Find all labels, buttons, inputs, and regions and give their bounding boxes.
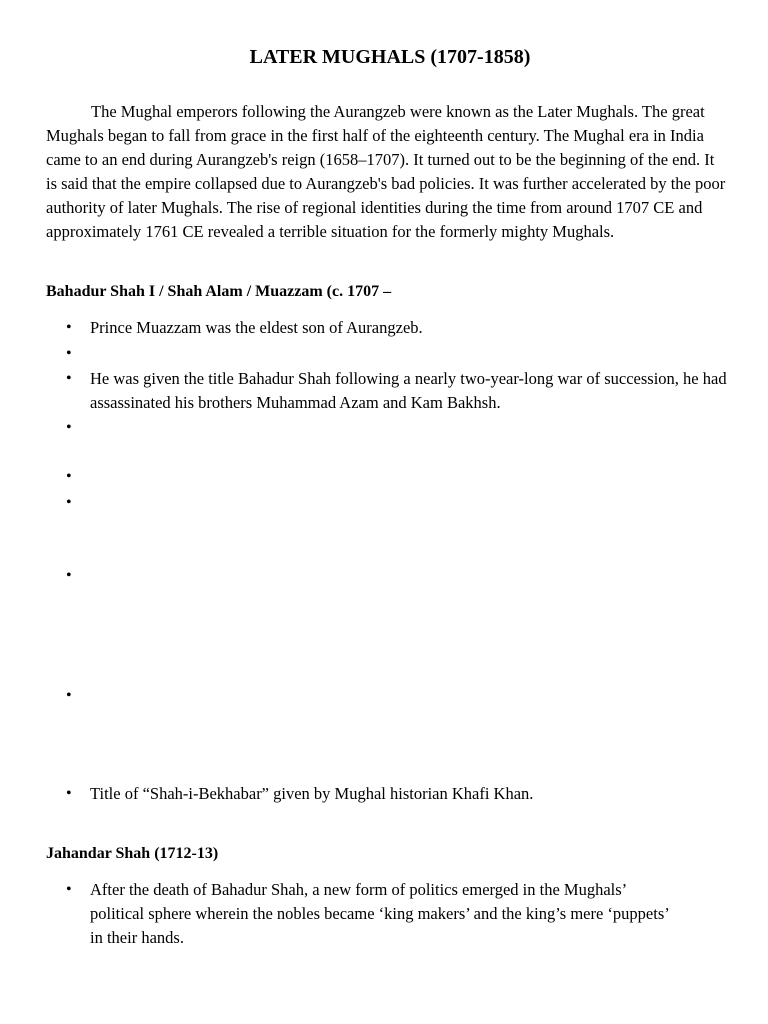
document-title: LATER MUGHALS (1707-1858): [249, 46, 531, 68]
bullet-icon: •: [66, 345, 72, 362]
list-item: [66, 367, 730, 415]
bullet-icon: •: [66, 319, 72, 336]
section-heading-jahandar-shah: Jahandar Shah (1712-13): [46, 845, 219, 862]
bullet-icon: •: [66, 494, 72, 511]
list-item: [66, 316, 730, 340]
bullet-icon: •: [66, 687, 72, 704]
list-item: [66, 878, 680, 950]
list-item-text: Title of “Shah-i-Bekhabar” given by Mughal historian Khafi Khan.: [90, 784, 534, 803]
intro-paragraph: The Mughal emperors following the Aurangzeb were known as the Later Mughals. The great Mughals began to fall from grace in the first half of the eighteenth century. The Mughal era in India came to an end during Aurangzeb's reign (1658–1707). It turned out to be the beginning of the end. It is said that the empire collapsed due to Aurangzeb's bad policies. It was further accelerated by the poor authority of later Mughals. The rise of regional identities during the time from around 1707 CE and approximately 1761 CE revealed a terrible situation for the formerly mighty Mughals.: [46, 102, 726, 242]
bullet-icon: •: [66, 785, 72, 802]
bullet-icon: •: [66, 567, 72, 584]
list-item-text: Prince Muazzam was the eldest son of Aurangzeb.: [90, 318, 423, 337]
bullet-icon: •: [66, 468, 72, 485]
list-item: [66, 782, 730, 806]
bullet-icon: •: [66, 419, 72, 436]
section-heading-bahadur-shah: Bahadur Shah I / Shah Alam / Muazzam (c. 1707 –: [46, 283, 392, 300]
bullet-icon: •: [66, 881, 72, 898]
list-item-text: After the death of Bahadur Shah, a new form of politics emerged in the Mughals’ political sphere wherein the nobles became ‘king makers’ and the king’s mere ‘puppets’ in their hands.: [90, 880, 669, 947]
list-item-text: He was given the title Bahadur Shah following a nearly two-year-long war of succession, he had assassinated his brothers Muhammad Azam and Kam Bakhsh.: [90, 369, 727, 412]
bullet-icon: •: [66, 370, 72, 387]
